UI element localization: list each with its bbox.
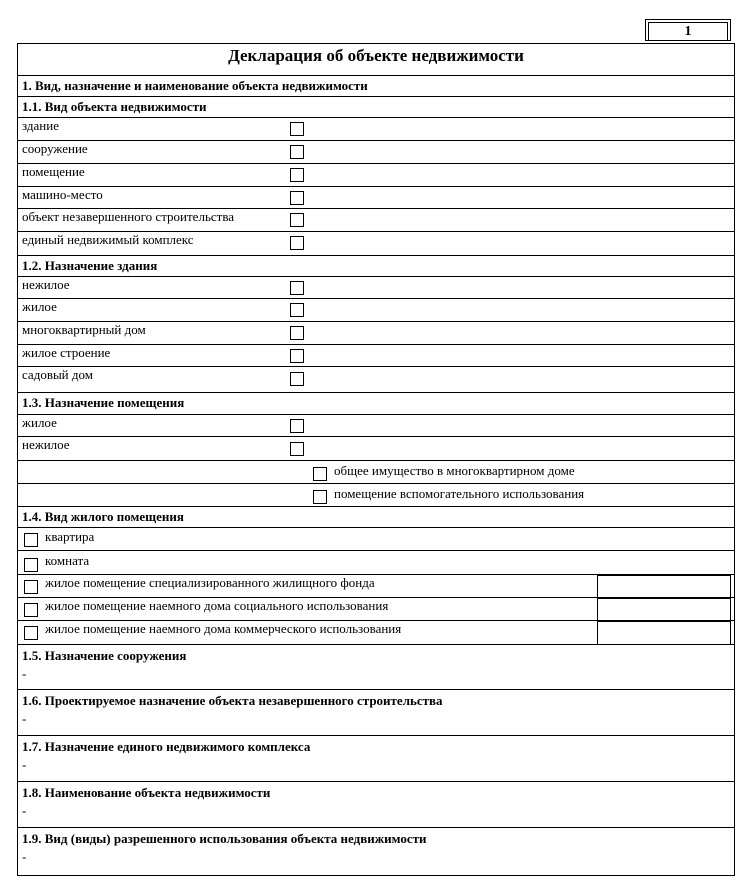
building-purpose-garden-row <box>18 366 734 392</box>
section-1-8 <box>18 781 734 827</box>
premises-purpose-nonres-row <box>18 436 734 460</box>
premises-common-property-row <box>18 460 734 483</box>
object-type-unfinished-row <box>18 208 734 231</box>
declaration-form <box>17 43 735 876</box>
section-1-5-value[interactable]: - <box>22 666 27 681</box>
social-rental-field[interactable] <box>597 598 731 621</box>
checkbox-building[interactable] <box>290 122 304 136</box>
dwelling-type-commercial-row <box>18 620 734 644</box>
section-1-3-heading: 1.3. Назначение помещения <box>18 392 734 414</box>
page-number-box <box>645 19 731 41</box>
checkbox-structure[interactable] <box>290 145 304 159</box>
checkbox-residential-structure[interactable] <box>290 349 304 363</box>
dwelling-type-room-row <box>18 550 734 574</box>
checkbox-parking-space[interactable] <box>290 191 304 205</box>
checkbox-social-rental[interactable] <box>24 603 38 617</box>
object-type-label: объект незавершенного строительства <box>22 209 235 224</box>
premises-purpose-label: жилое <box>22 415 57 430</box>
object-type-label: здание <box>22 118 59 133</box>
checkbox-premises-residential[interactable] <box>290 419 304 433</box>
checkbox-room[interactable] <box>24 558 38 572</box>
building-purpose-label: жилое <box>22 299 57 314</box>
dwelling-type-social-row <box>18 597 734 620</box>
section-1-heading: 1. Вид, назначение и наименование объекта недвижимости <box>18 75 734 96</box>
building-purpose-label: садовый дом <box>22 367 93 382</box>
checkbox-premises[interactable] <box>290 168 304 182</box>
section-1-5 <box>18 644 734 689</box>
section-1-2-heading: 1.2. Назначение здания <box>18 255 734 276</box>
specialized-fund-field[interactable] <box>597 575 731 598</box>
section-1-9-heading: 1.9. Вид (виды) разрешенного использования объекта недвижимости <box>22 831 427 846</box>
section-1-6-value[interactable]: - <box>22 711 27 726</box>
checkbox-common-property[interactable] <box>313 467 327 481</box>
premises-purpose-label: нежилое <box>22 437 70 452</box>
object-type-complex-row <box>18 231 734 255</box>
section-1-5-heading: 1.5. Назначение сооружения <box>22 648 187 663</box>
dwelling-type-label: жилое помещение наемного дома социального использования <box>45 598 389 613</box>
checkbox-auxiliary-use[interactable] <box>313 490 327 504</box>
checkbox-premises-nonresidential[interactable] <box>290 442 304 456</box>
page-number: 1 <box>648 22 728 40</box>
dwelling-type-apartment-row <box>18 527 734 550</box>
premises-auxiliary-row <box>18 483 734 506</box>
dwelling-type-label: квартира <box>45 529 95 544</box>
section-1-7-value[interactable]: - <box>22 757 27 772</box>
section-1-9 <box>18 827 734 873</box>
object-type-label: машино-место <box>22 187 103 202</box>
commercial-rental-field[interactable] <box>597 621 731 645</box>
section-1-6-heading: 1.6. Проектируемое назначение объекта незавершенного строительства <box>22 693 443 708</box>
building-purpose-apartment-row <box>18 321 734 344</box>
checkbox-garden-house[interactable] <box>290 372 304 386</box>
auxiliary-use-label: помещение вспомогательного использования <box>334 486 585 501</box>
section-1-7 <box>18 735 734 781</box>
building-purpose-res-row <box>18 298 734 321</box>
section-1-8-value[interactable]: - <box>22 803 27 818</box>
section-1-8-heading: 1.8. Наименование объекта недвижимости <box>22 785 271 800</box>
building-purpose-label: жилое строение <box>22 345 111 360</box>
object-type-parking-row <box>18 186 734 208</box>
checkbox-unfinished-construction[interactable] <box>290 213 304 227</box>
object-type-label: помещение <box>22 164 85 179</box>
form-title: Декларация об объекте недвижимости <box>228 46 524 65</box>
checkbox-single-complex[interactable] <box>290 236 304 250</box>
building-purpose-label: многоквартирный дом <box>22 322 146 337</box>
dwelling-type-label: жилое помещение специализированного жилищного фонда <box>45 575 375 590</box>
building-purpose-nonres-row <box>18 276 734 298</box>
dwelling-type-label: комната <box>45 553 90 568</box>
checkbox-apartment[interactable] <box>24 533 38 547</box>
object-type-building-row <box>18 117 734 140</box>
dwelling-type-label: жилое помещение наемного дома коммерческого использования <box>45 621 402 636</box>
checkbox-building-residential[interactable] <box>290 303 304 317</box>
premises-purpose-res-row <box>18 414 734 436</box>
section-1-1-heading: 1.1. Вид объекта недвижимости <box>18 96 734 117</box>
checkbox-building-nonresidential[interactable] <box>290 281 304 295</box>
section-1-9-value[interactable]: - <box>22 849 27 864</box>
common-property-label: общее имущество в многоквартирном доме <box>334 463 575 478</box>
section-1-4-heading: 1.4. Вид жилого помещения <box>18 506 734 527</box>
object-type-structure-row <box>18 140 734 163</box>
object-type-label: сооружение <box>22 141 88 156</box>
dwelling-type-specialized-row <box>18 574 734 597</box>
object-type-label: единый недвижимый комплекс <box>22 232 194 247</box>
checkbox-apartment-building[interactable] <box>290 326 304 340</box>
section-1-7-heading: 1.7. Назначение единого недвижимого комплекса <box>22 739 311 754</box>
checkbox-specialized-fund[interactable] <box>24 580 38 594</box>
building-purpose-dwelling-row <box>18 344 734 366</box>
checkbox-commercial-rental[interactable] <box>24 626 38 640</box>
section-1-6 <box>18 689 734 735</box>
building-purpose-label: нежилое <box>22 277 70 292</box>
object-type-premises-row <box>18 163 734 186</box>
